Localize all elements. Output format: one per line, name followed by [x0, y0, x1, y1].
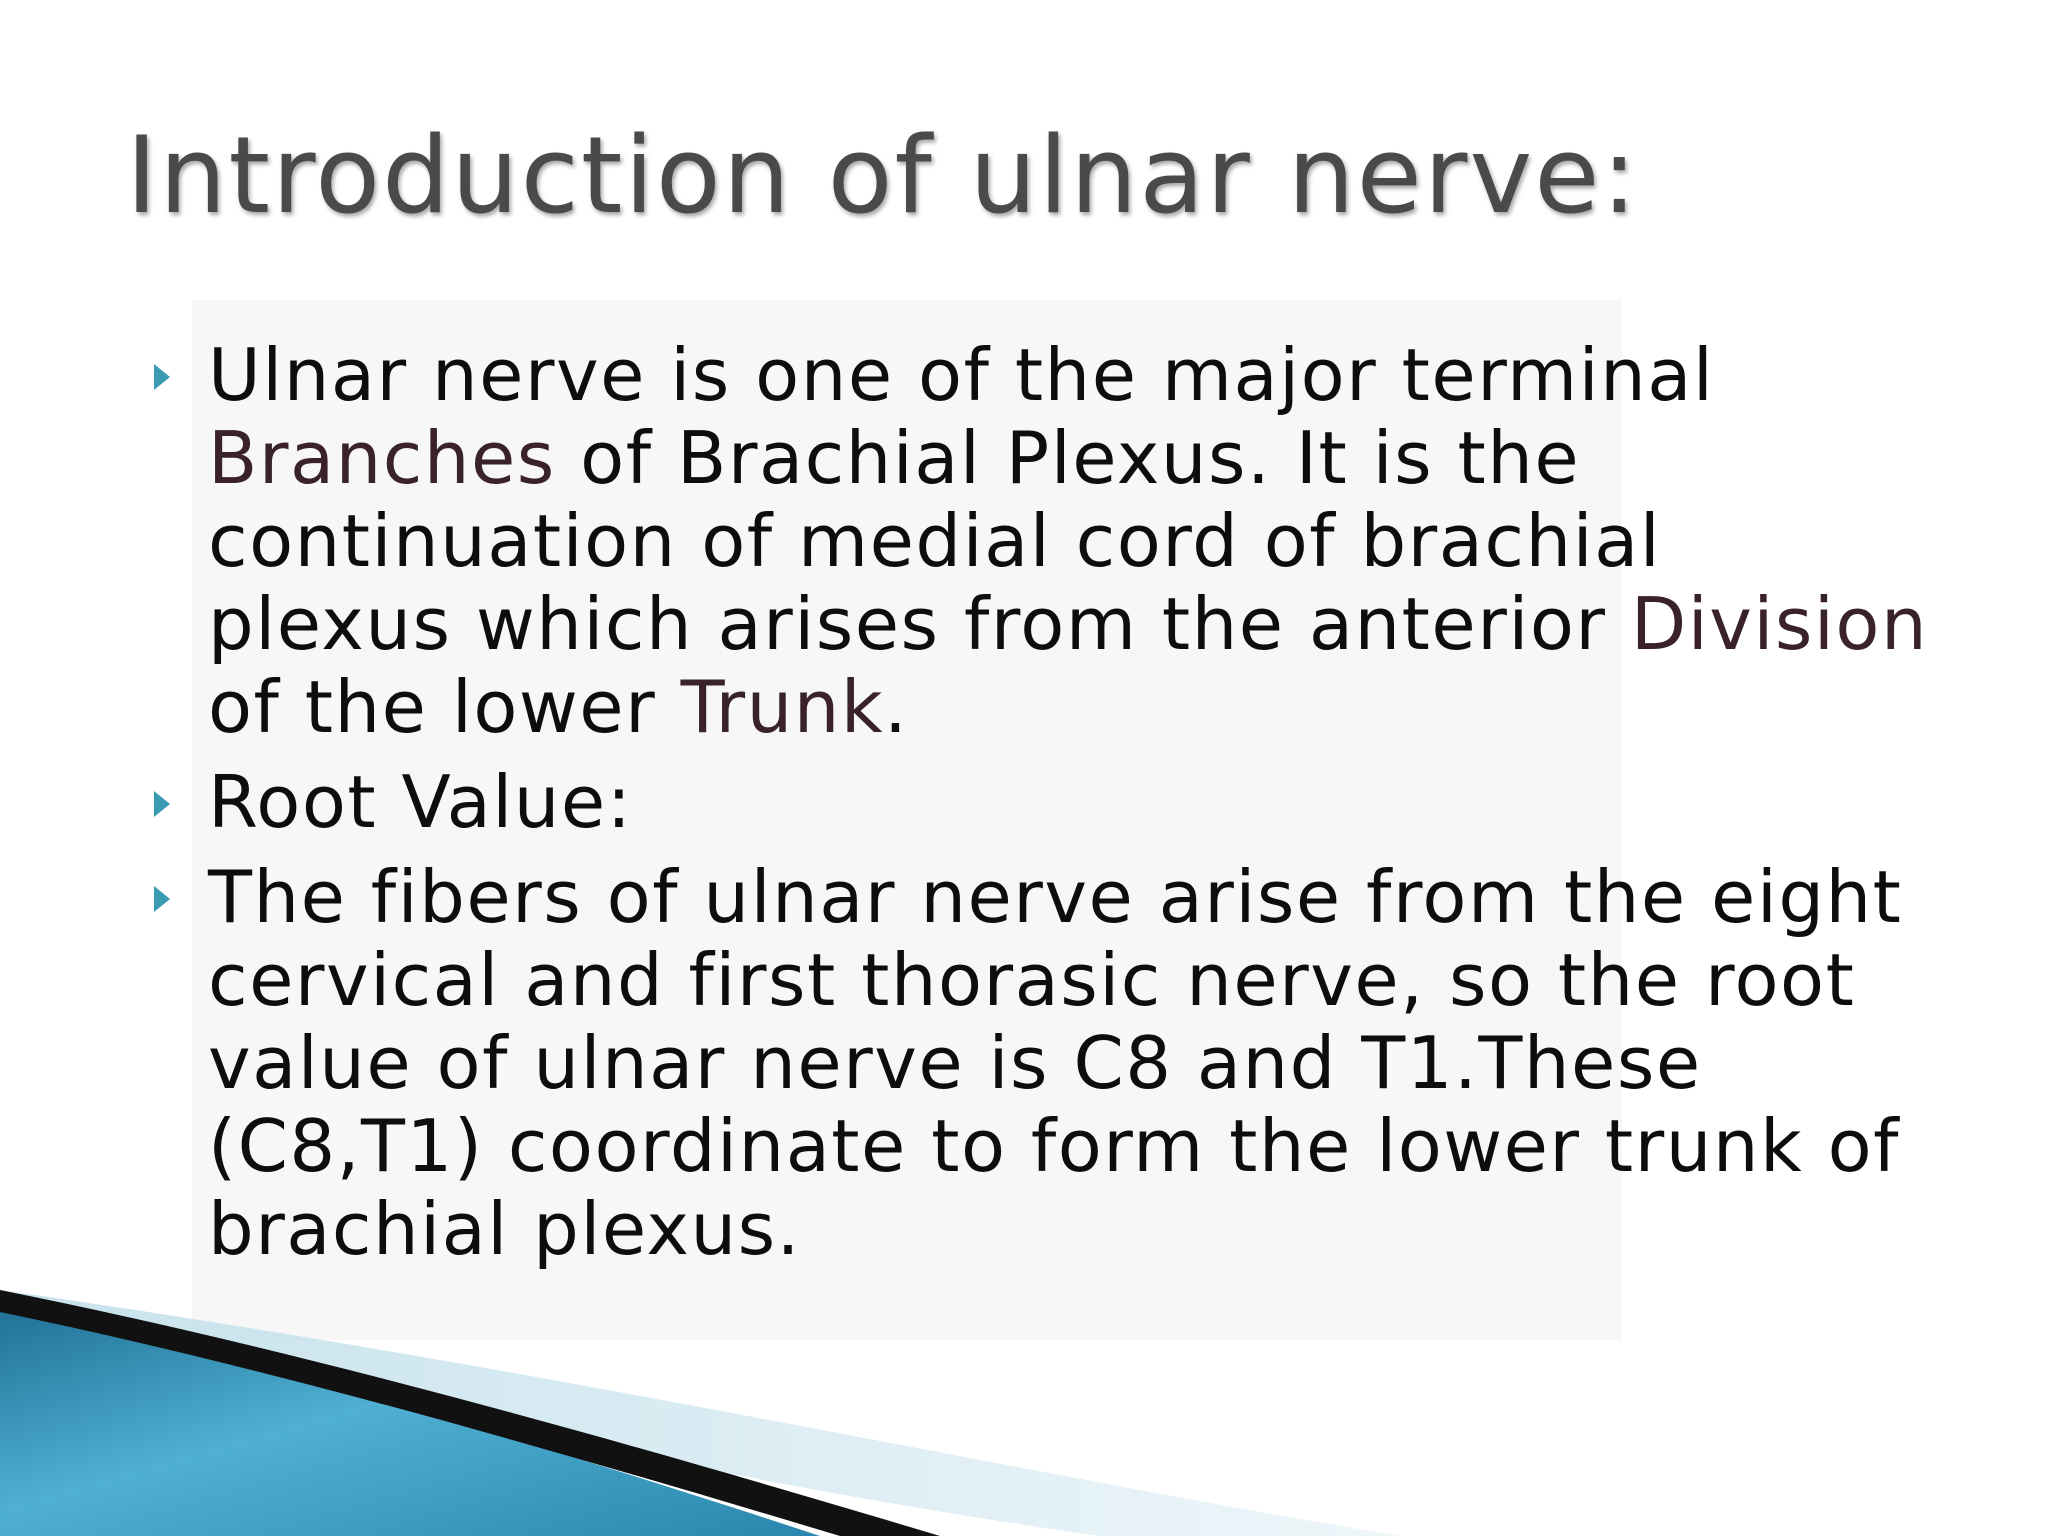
text-run: Root Value: [208, 760, 633, 844]
text-run: (C8,T1) coordinate to form the lower trunk of [208, 1104, 1900, 1188]
text-run: of Brachial Plexus. It is the [555, 416, 1581, 500]
text-run: of the lower [208, 665, 681, 749]
text-run: continuation of medial cord of brachial [208, 499, 1662, 583]
slide-title: Introduction of ulnar nerve: [126, 114, 1640, 237]
text-run: Ulnar nerve is one of the major terminal [208, 333, 1715, 417]
bullet-list [150, 334, 1950, 1283]
highlighted-term: Division [1630, 582, 1929, 666]
right-triangle-bullet-icon [154, 791, 170, 817]
bullet-item [150, 856, 1950, 1271]
text-run: brachial plexus. [208, 1187, 802, 1271]
text-run: . [884, 665, 909, 749]
bullet-line [208, 666, 1950, 749]
bullet-line [208, 856, 1950, 939]
bullet-line [208, 500, 1950, 583]
bullet-line [208, 334, 1950, 417]
bullet-line [208, 939, 1950, 1022]
bullet-line [208, 1022, 1950, 1105]
highlighted-term: Branches [208, 416, 556, 500]
bullet-item [150, 761, 1950, 844]
text-run: plexus which arises from the anterior [208, 582, 1631, 666]
text-run: The fibers of ulnar nerve arise from the eight [208, 855, 1903, 939]
bullet-item [150, 334, 1950, 749]
highlighted-term: Trunk [680, 665, 885, 749]
right-triangle-bullet-icon [154, 886, 170, 912]
right-triangle-bullet-icon [154, 364, 170, 390]
text-run: value of ulnar nerve is C8 and T1.These [208, 1021, 1702, 1105]
bullet-line [208, 1188, 1950, 1271]
text-run: cervical and first thorasic nerve, so the root [208, 938, 1856, 1022]
bullet-line [208, 761, 1950, 844]
bullet-line [208, 1105, 1950, 1188]
bullet-line [208, 583, 1950, 666]
bullet-line [208, 417, 1950, 500]
